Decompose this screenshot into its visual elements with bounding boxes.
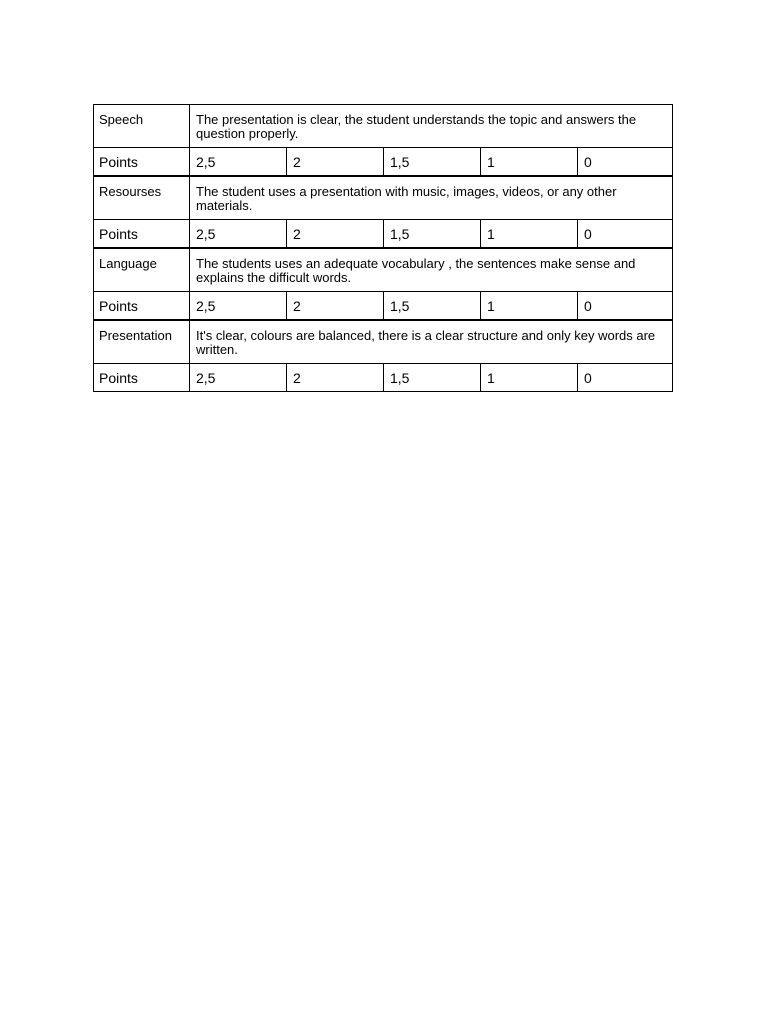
points-value: 2 (287, 148, 384, 175)
criterion-row (93, 248, 673, 291)
points-label: Points (94, 148, 190, 175)
points-value: 1 (481, 148, 578, 175)
points-value: 1 (481, 292, 578, 319)
criterion-name: Presentation (94, 321, 190, 363)
points-row (93, 291, 673, 320)
points-value: 2,5 (190, 364, 287, 391)
points-value: 1 (481, 364, 578, 391)
criterion-name: Resourses (94, 177, 190, 219)
criterion-name: Language (94, 249, 190, 291)
points-row (93, 219, 673, 248)
points-value: 2,5 (190, 148, 287, 175)
points-value: 2 (287, 292, 384, 319)
points-row (93, 147, 673, 176)
points-label: Points (94, 220, 190, 247)
points-value: 0 (584, 154, 592, 170)
points-value: 2 (287, 220, 384, 247)
rubric-table (93, 104, 673, 392)
criterion-name: Speech (94, 105, 190, 147)
points-row (93, 363, 673, 392)
criterion-row (93, 176, 673, 219)
criterion-description: It's clear, colours are balanced, there is a clear structure and only key words are written. (196, 328, 656, 357)
criterion-row (93, 104, 673, 147)
points-value: 0 (584, 370, 592, 386)
criterion-row (93, 320, 673, 363)
criterion-description: The student uses a presentation with music, images, videos, or any other materials. (196, 184, 617, 213)
points-value: 1,5 (384, 364, 481, 391)
criterion-description: The students uses an adequate vocabulary , the sentences make sense and explains the difficult words. (196, 256, 636, 285)
points-value: 1,5 (384, 148, 481, 175)
points-value: 1,5 (384, 220, 481, 247)
points-value: 1,5 (384, 292, 481, 319)
points-value: 2 (287, 364, 384, 391)
points-label: Points (94, 292, 190, 319)
points-value: 0 (584, 298, 592, 314)
points-value: 2,5 (190, 220, 287, 247)
points-value: 0 (584, 226, 592, 242)
points-label: Points (94, 364, 190, 391)
points-value: 2,5 (190, 292, 287, 319)
criterion-description: The presentation is clear, the student understands the topic and answers the question properly. (196, 112, 637, 141)
points-value: 1 (481, 220, 578, 247)
